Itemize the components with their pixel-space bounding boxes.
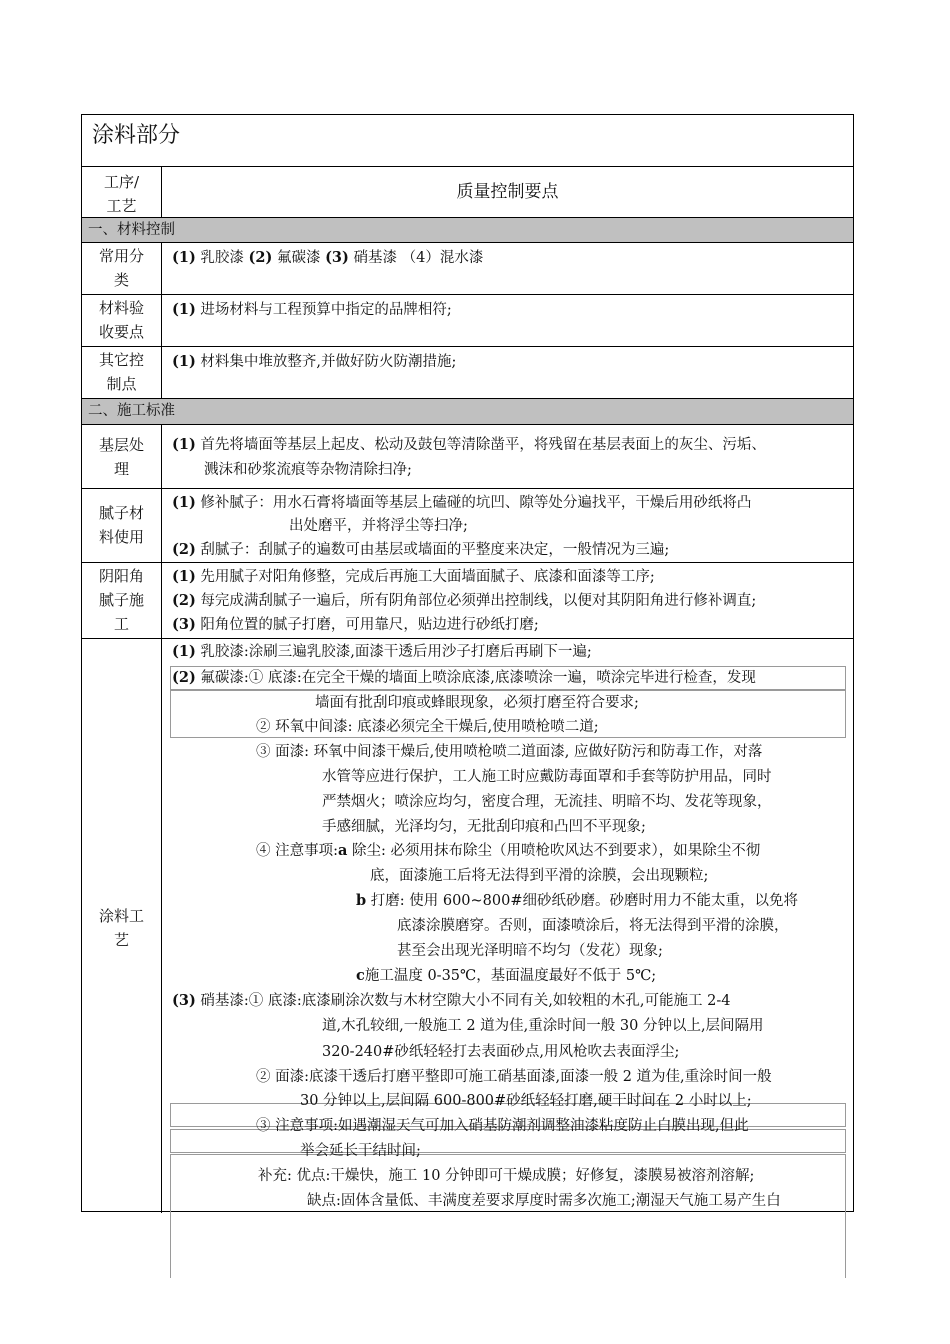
item-number: (3) (172, 616, 196, 633)
process-line (172, 642, 592, 662)
content-base-treatment (162, 425, 853, 488)
label-line: 理 (113, 460, 129, 478)
process-line: 水管等应进行保护，工人施工时应戴防毒面罩和手套等防护用品，同时 (322, 769, 772, 785)
process-line: 严禁烟火；喷涂应均匀，密度合理，无流挂、明暗不均、发花等现象， (322, 794, 772, 810)
item-text: 先用腻子对阳角修整，完成后再施工大面墙面腻子、底漆和面漆等工序; (200, 569, 655, 585)
header-process-line2: 工艺 (106, 197, 137, 215)
label-line: 工 (113, 615, 129, 633)
label-acceptance (82, 295, 162, 346)
label-line: 腻子材 (98, 504, 144, 522)
process-line (356, 966, 656, 986)
section-construction: 二、施工标准 (82, 399, 853, 425)
item-number: (1) (172, 436, 196, 453)
putty-line-2: 出处磨平，并将浮尘等扫净; (289, 518, 468, 534)
label-other-control (82, 347, 162, 398)
process-line: ③ 面漆: 环氧中间漆干燥后,使用喷枪喷二道面漆, 应做好防污和防毒工作，对落 (256, 744, 763, 760)
row-acceptance (82, 295, 853, 347)
label-line: 艺 (113, 931, 129, 949)
item-number: (3) (325, 249, 349, 266)
item-number: (2) (172, 541, 196, 558)
coating-spec-table (81, 114, 854, 1212)
content-acceptance (162, 295, 853, 346)
process-line: 底漆涂膜磨穿。否则，面漆喷涂后，将无法得到平滑的涂膜， (397, 918, 789, 934)
process-line: 举会延长干结时间; (300, 1143, 421, 1159)
item-text: 乳胶漆:涂刷三遍乳胶漆,面漆干透后用沙子打磨后再刷下一遍; (200, 644, 592, 660)
item-text: 除尘: 必须用抹布除尘（用喷枪吹风达不到要求），如果除尘不彻 (352, 843, 761, 859)
label-coating-process (82, 639, 162, 1213)
process-line: 甚至会出现光泽明暗不均匀（发花）现象; (397, 943, 663, 959)
label-line: 基层处 (98, 436, 144, 454)
item-number: (1) (172, 494, 196, 511)
label-line: 其它控 (98, 351, 144, 369)
content-corner-putty (162, 563, 853, 638)
label-corner-putty (82, 563, 162, 638)
item-text: 乳胶漆 (200, 250, 244, 266)
corner-line-3 (172, 615, 539, 635)
item-number: (1) (172, 249, 196, 266)
content-coating-process (162, 639, 853, 1213)
item-number: (1) (172, 568, 196, 585)
item-number: (2) (248, 249, 273, 266)
label-putty (82, 489, 162, 562)
row-putty (82, 489, 853, 563)
header-quality-points: 质量控制要点 (456, 182, 559, 202)
item-text: 打磨: 使用 600~800#细砂纸砂磨。砂磨时用力不能太重，以免将 (370, 893, 799, 909)
content-putty (162, 489, 853, 562)
item-letter: b (356, 892, 367, 909)
process-line: 补充: 优点:干燥快，施工 10 分钟即可干燥成膜；好修复，漆膜易被溶剂溶解; (258, 1168, 755, 1184)
label-line: 收要点 (98, 323, 144, 341)
header-row (82, 167, 853, 218)
process-line: ② 环氧中间漆: 底漆必须完全干燥后,使用喷枪喷二道; (256, 719, 599, 735)
item-text: 氟碳漆 (276, 250, 321, 266)
item-number: (2) (172, 592, 196, 609)
item-text: 材料集中堆放整齐,并做好防火防潮措施; (200, 354, 457, 370)
label-line: 阴阳角 (98, 567, 144, 585)
putty-line-1 (172, 493, 751, 513)
process-line: 缺点:固体含量低、丰满度差要求厚度时需多次施工;潮湿天气施工易产生白 (307, 1193, 781, 1209)
base-line-1 (172, 435, 766, 455)
row-base-treatment (82, 425, 853, 489)
item-number: (1) (172, 301, 196, 318)
label-categories (82, 243, 162, 294)
header-process-cell (82, 167, 162, 217)
corner-line-1 (172, 567, 655, 587)
item-letter: c (356, 967, 365, 984)
row-other-control (82, 347, 853, 399)
item-text: （4）混水漆 (401, 250, 484, 266)
corner-line-2 (172, 591, 756, 611)
label-base-treatment (82, 425, 162, 488)
item-text: 首先将墙面等基层上起皮、松动及鼓包等清除凿平，将残留在基层表面上的灰尘、污垢、 (200, 437, 766, 453)
item-text: 每完成满刮腻子一遍后，所有阴角部位必须弹出控制线，以便对其阴阳角进行修补调直; (200, 593, 757, 609)
item-text: 修补腻子：用水石膏将墙面等基层上磕碰的坑凹、隙等处分遍找平，干燥后用砂纸将凸 (200, 495, 752, 511)
process-line (172, 668, 756, 688)
putty-line-3 (172, 540, 669, 560)
process-line (172, 991, 730, 1011)
item-text: 氟碳漆:① 底漆:在完全干燥的墙面上喷涂底漆,底漆喷涂一遍，喷涂完毕进行检查，发现 (200, 670, 756, 686)
content-categories (162, 243, 853, 294)
base-line-2: 溅沫和砂浆流痕等杂物清除扫净; (204, 462, 412, 478)
label-line: 腻子施 (98, 591, 144, 609)
item-text: 硝基漆:① 底漆:底漆刷涂次数与木材空隙大小不同有关,如较粗的木孔,可能施工 2-4 (200, 993, 731, 1009)
row-categories (82, 243, 853, 295)
process-line: 道,木孔较细,一般施工 2 道为佳,重涂时间一般 30 分钟以上,层间隔用 (322, 1018, 764, 1034)
item-text: 刮腻子：刮腻子的遍数可由基层或墙面的平整度来决定，一般情况为三遍; (200, 542, 670, 558)
process-line: 320-240#砂纸轻轻打去表面砂点,用风枪吹去表面浮尘; (322, 1044, 680, 1060)
label-line: 材料验 (98, 299, 144, 317)
item-number: (3) (172, 992, 196, 1009)
process-line (256, 841, 760, 861)
label-line: 常用分 (98, 247, 144, 265)
item-number: (2) (172, 669, 196, 686)
other-control-line (172, 352, 456, 372)
item-text: 施工温度 0-35℃，基面温度最好不低于 5℃; (364, 968, 657, 984)
process-line: 底，面漆施工后将无法得到平滑的涂膜，会出现颗粒; (370, 868, 709, 884)
label-line: 涂料工 (98, 907, 144, 925)
process-line: 手感细腻，光泽均匀，无批刮印痕和凸凹不平现象; (322, 819, 646, 835)
item-text: 阳角位置的腻子打磨，可用靠尺，贴边进行砂纸打磨; (200, 617, 539, 633)
label-line: 料使用 (98, 528, 144, 546)
row-coating-process (82, 639, 853, 1213)
content-other-control (162, 347, 853, 398)
item-text: 进场材料与工程预算中指定的品牌相符; (200, 302, 452, 318)
process-line: 墙面有批刮印痕或蜂眼现象，必须打磨至符合要求; (315, 695, 639, 711)
row-corner-putty (82, 563, 853, 639)
label-line: 类 (113, 271, 129, 289)
header-process-line1: 工序/ (103, 173, 140, 191)
section-materials: 一、材料控制 (82, 218, 853, 243)
item-letter: a (338, 842, 348, 859)
table-title: 涂料部分 (82, 115, 853, 167)
process-line (356, 891, 798, 911)
process-line: ② 面漆:底漆干透后打磨平整即可施工硝基面漆,面漆一般 2 道为佳,重涂时间一般 (256, 1069, 772, 1085)
label-line: 制点 (106, 375, 137, 393)
item-number: (1) (172, 353, 196, 370)
item-text: 硝基漆 (353, 250, 397, 266)
categories-line (172, 248, 483, 268)
item-number: (1) (172, 643, 196, 660)
acceptance-line (172, 300, 452, 320)
item-text: ④ 注意事项: (256, 843, 338, 859)
process-line: ③ 注意事项:如遇潮湿天气可加入硝基防潮剂调整油漆粘度防止白膜出现,但此 (256, 1118, 749, 1134)
process-line: 30 分钟以上,层间隔 600-800#砂纸轻轻打磨,硬干时间在 2 小时以上; (300, 1093, 752, 1109)
